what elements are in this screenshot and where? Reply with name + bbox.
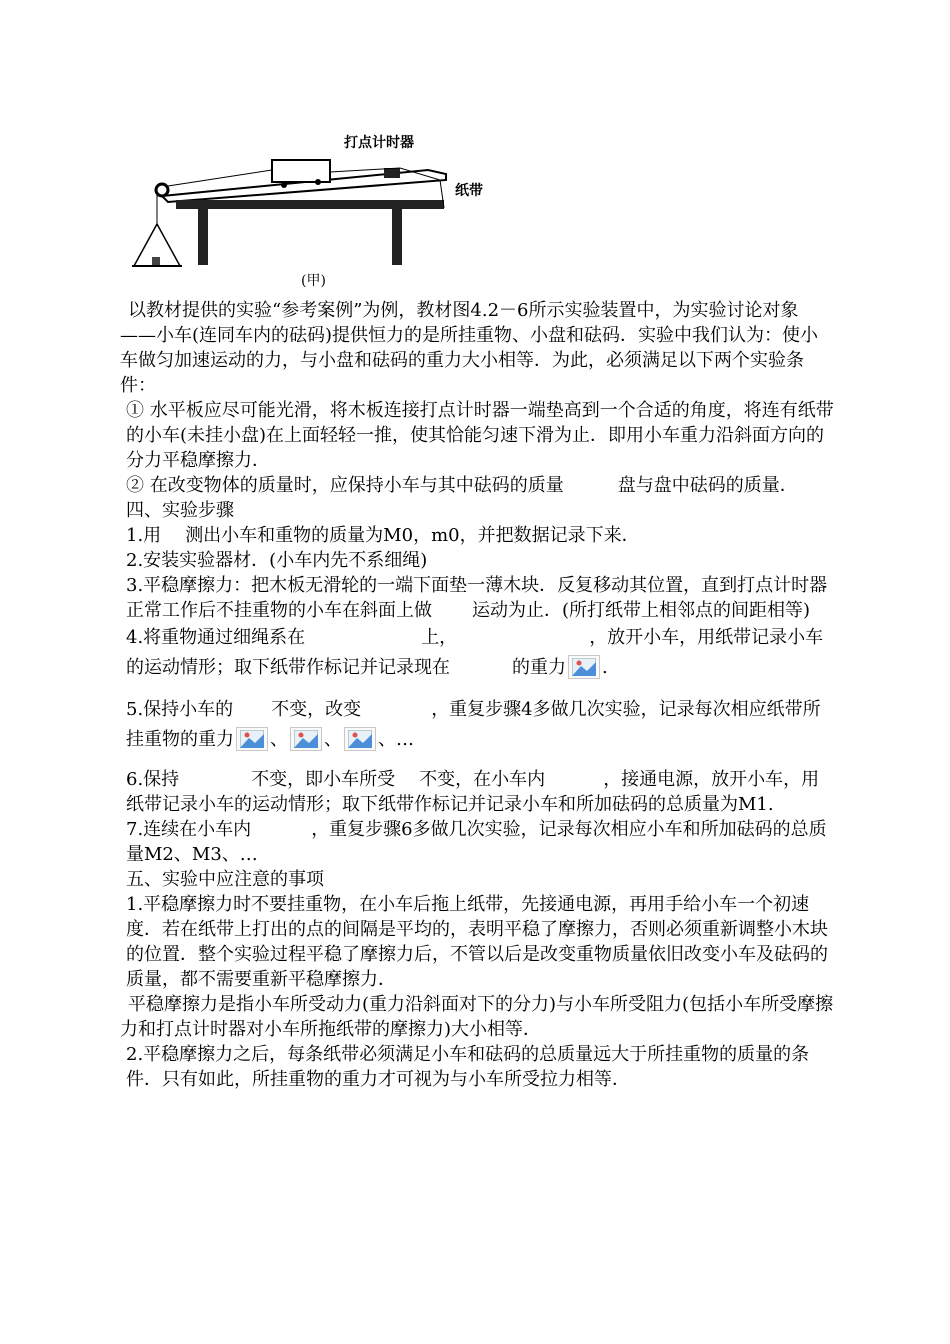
step-5-c: ，重复步骤4多做几次实验，记录每次相应纸带所挂重物的重力 xyxy=(126,699,821,750)
separator: 、 xyxy=(270,729,288,750)
label-timer: 打点计时器 xyxy=(344,135,414,151)
step-6-d: ，接通电源，放开小车，用纸带记录小车的运动情形；取下纸带作标记并记录小车和所加砝码的总质量为M1. xyxy=(126,769,820,815)
section-5-heading: 五、实验中应注意的事项 xyxy=(126,869,324,890)
broken-image-icon xyxy=(344,727,376,751)
step-2: 2.安装实验器材．(小车内先不系细绳) xyxy=(126,550,428,571)
section-4-heading: 四、实验步骤 xyxy=(126,500,234,521)
step-6-c: 不变，在小车内 xyxy=(419,769,546,790)
step-1 xyxy=(116,523,834,548)
step-4-c: ，放开小车，用纸带记录小车的运动情形；取下纸带作标记并记录现在 xyxy=(126,627,824,678)
step-4 xyxy=(116,623,834,695)
document-body xyxy=(116,298,834,1092)
apparatus-figure xyxy=(128,130,508,290)
note-1: 1.平稳摩擦力时不要挂重物，在小车后拖上纸带，先接通电源，再用手给小车一个初速度．若在纸带上打出的点的间隔是平均的，表明平稳了摩擦力，否则必须重新调整小木块的位置．整个实验过程平稳了摩擦力后，不管以后是改变重物质量依旧改变小车及砝码的质量，都不需要重新平稳摩擦力． xyxy=(126,894,828,990)
broken-image-icon xyxy=(290,727,322,751)
step-6-b: 不变，即小车所受 xyxy=(251,769,396,790)
step-4-b: 上， xyxy=(421,627,458,648)
step-4-d: 的重力 xyxy=(512,657,566,678)
step-6 xyxy=(116,767,834,817)
step-5 xyxy=(116,695,834,767)
note-1b-text: 平稳摩擦力是指小车所受动力(重力沿斜面对下的分力)与小车所受阻力(包括小车所受摩擦力和打点计时器对小车所拖纸带的摩擦力)大小相等． xyxy=(120,994,834,1040)
condition-2 xyxy=(116,473,834,498)
note-2: 2.平稳摩擦力之后，每条纸带必须满足小车和砝码的总质量远大于所挂重物的质量的条件．只有如此，所挂重物的重力才可视为与小车所受拉力相等． xyxy=(126,1044,810,1090)
apparatus-drawing xyxy=(128,130,508,290)
step-6-a: 6.保持 xyxy=(126,769,180,790)
step-5-b: 不变，改变 xyxy=(271,699,362,720)
condition-2-part-a: ② 在改变物体的质量时，应保持小车与其中砝码的质量 xyxy=(126,475,564,496)
step-7 xyxy=(116,817,834,867)
step-5-a: 5.保持小车的 xyxy=(126,699,234,720)
figure-caption: (甲) xyxy=(301,273,326,289)
condition-1: ① 水平板应尽可能光滑，将木板连接打点计时器一端垫高到一个合适的角度，将连有纸带的小车(未挂小盘)在上面轻轻一推，使其恰能匀速下滑为止．即用小车重力沿斜面方向的分力平稳摩擦力． xyxy=(126,400,834,471)
note-1b xyxy=(116,992,834,1042)
step-4-a: 4.将重物通过细绳系在 xyxy=(126,627,306,648)
step-4-e: . xyxy=(602,657,608,678)
intro-paragraph xyxy=(116,298,834,398)
step-1-b: 测出小车和重物的质量为M0，m0，并把数据记录下来． xyxy=(185,525,640,546)
step-7-a: 7.连续在小车内 xyxy=(126,819,252,840)
step-7-b: ，重复步骤6多做几次实验，记录每次相应小车和所加砝码的总质量M2、M3、… xyxy=(126,819,827,865)
ellipsis: 、… xyxy=(378,729,414,750)
broken-image-icon xyxy=(568,655,600,679)
step-3-a: 3.平稳摩擦力：把木板无滑轮的一端下面垫一薄木块．反复移动其位置，直到打点计时器正常工作后不挂重物的小车在斜面上做 xyxy=(126,575,828,621)
broken-image-icon xyxy=(236,727,268,751)
step-3 xyxy=(116,573,834,623)
label-tape: 纸带 xyxy=(455,183,483,199)
intro-text: 以教材提供的实验“参考案例”为例，教材图4.2－6所示实验装置中，为实验讨论对象——小车(连同车内的砝码)提供恒力的是所挂重物、小盘和砝码．实验中我们认为：使小车做匀加速运动的力，与小盘和砝码的重力大小相等．为此，必须满足以下两个实验条件： xyxy=(120,300,819,396)
condition-2-part-b: 盘与盘中砝码的质量． xyxy=(617,475,798,496)
step-1-a: 1.用 xyxy=(126,525,162,546)
step-3-b: 运动为止．(所打纸带上相邻点的间距相等) xyxy=(472,600,811,621)
separator: 、 xyxy=(324,729,342,750)
